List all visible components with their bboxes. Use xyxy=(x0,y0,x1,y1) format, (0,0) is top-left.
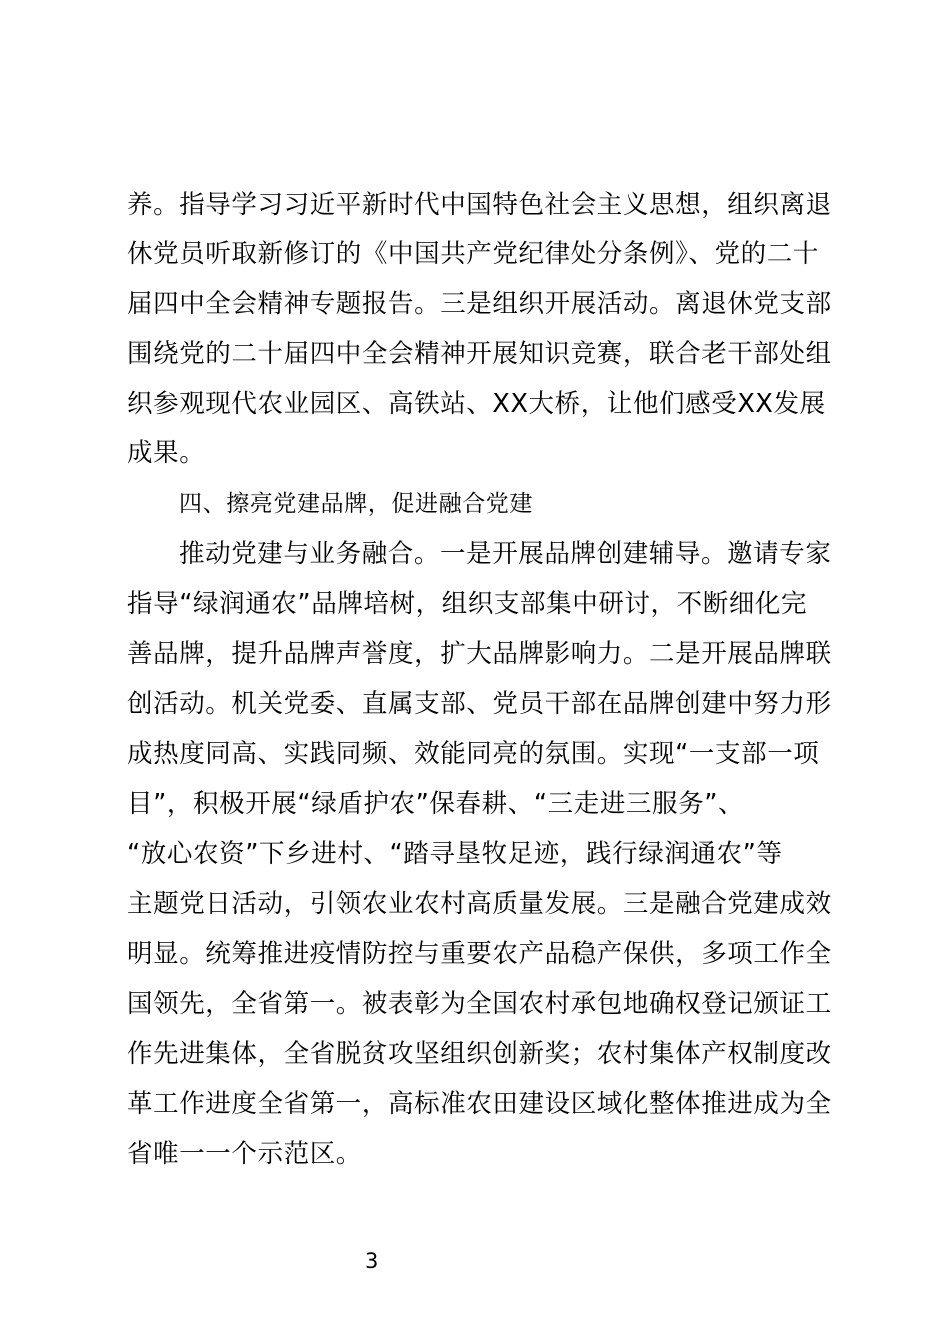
paragraph-line: 主题党日活动，引领农业农村高质量发展。三是融合党建成效 xyxy=(127,889,832,919)
paragraph-line: 养。指导学习习近平新时代中国特色社会主义思想，组织离退 xyxy=(127,190,832,220)
paragraph-line: 国领先，全省第一。被表彰为全国农村承包地确权登记颁证工 xyxy=(127,989,832,1019)
page-number: 3 xyxy=(365,1249,379,1273)
paragraph-line: 创活动。机关党委、直属支部、党员干部在品牌创建中努力形 xyxy=(127,689,832,719)
paragraph-line: “放心农资”下乡进村、“踏寻垦牧足迹，践行绿润通农”等 xyxy=(127,839,783,869)
paragraph-line: 成果。 xyxy=(127,438,206,468)
paragraph-line: 指导“绿润通农”品牌培树，组织支部集中研讨，不断细化完 xyxy=(127,589,808,619)
paragraph-line: 围绕党的二十届四中全会精神开展知识竞赛，联合老干部处组 xyxy=(127,339,832,369)
section-heading: 四、擦亮党建品牌，促进融合党建 xyxy=(179,491,533,517)
paragraph-line: 成热度同高、实践同频、效能同亮的氛围。实现“一支部一项 xyxy=(127,739,820,769)
paragraph-line: 作先进集体，全省脱贫攻坚组织创新奖；农村集体产权制度改 xyxy=(127,1039,832,1069)
paragraph-line: 善品牌，提升品牌声誉度，扩大品牌影响力。二是开展品牌联 xyxy=(127,639,832,669)
paragraph-line: 省唯一一个示范区。 xyxy=(127,1139,362,1169)
paragraph-line: 推动党建与业务融合。一是开展品牌创建辅导。邀请专家 xyxy=(179,539,832,569)
paragraph-line: 休党员听取新修订的《中国共产党纪律处分条例》、党的二十 xyxy=(127,239,819,269)
paragraph-line: 织参观现代农业园区、高铁站、XX大桥，让他们感受XX发展 xyxy=(127,389,826,419)
paragraph-line: 目”，积极开展“绿盾护农”保春耕、“三走进三服务”、 xyxy=(127,789,745,819)
paragraph-line: 明显。统筹推进疫情防控与重要农产品稳产保供，多项工作全 xyxy=(127,939,832,969)
paragraph-line: 届四中全会精神专题报告。三是组织开展活动。离退休党支部 xyxy=(127,289,832,319)
paragraph-line: 革工作进度全省第一，高标准农田建设区域化整体推进成为全 xyxy=(127,1089,832,1119)
